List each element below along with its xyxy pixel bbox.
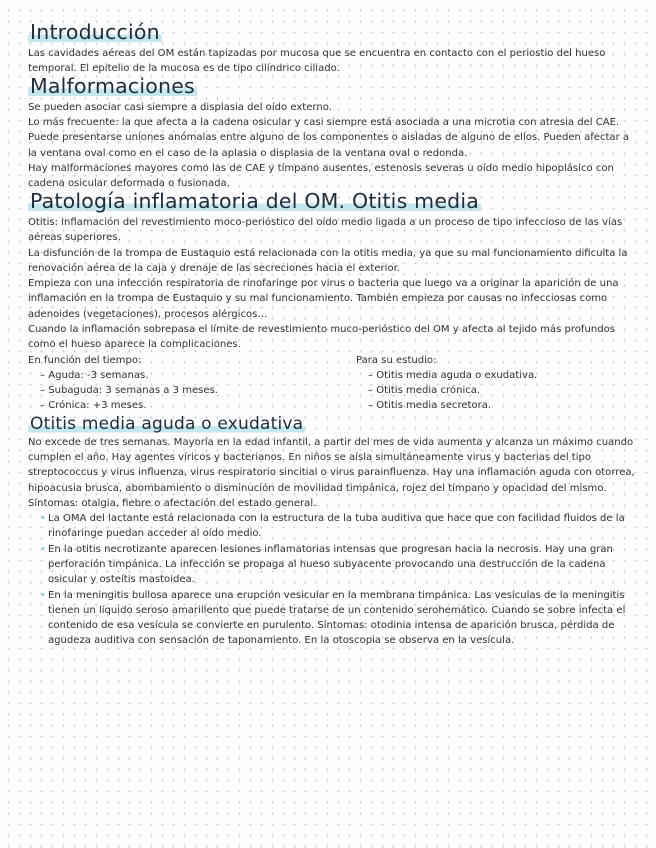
paragraph: No excede de tres semanas. Mayoría en la edad infantil, a partir del mes de vida aumenta y alcanza un máximo cuando cumplen el año. Hay agentes víricos y bacterianos. En niños se aísla simultáneamente virus y bacterias del tipo streptococcus y virus influenza, virus respiratorio sincitial o virus parainfluenza. Hay una inflamación aguda con otorrea, hipoacusia brusca, abombamiento o disminución de movilidad timpánica, rojez del tímpano y opacidad del mismo. Síntomas: otalgia, fiebre o afectación del estado general. (28, 436, 635, 509)
section-introduccion (28, 22, 638, 76)
paragraph: Se pueden asociar casi siempre a displasia del oído externo. (28, 101, 332, 113)
list-item: – Crónica: +3 meses. (40, 398, 356, 413)
section-otitis-aguda (28, 413, 638, 649)
section-malformaciones (28, 76, 638, 191)
estudio-heading: Para su estudio: (356, 354, 437, 366)
heading-patologia: Patología inflamatoria del OM. Otitis media (30, 189, 480, 214)
list-item: – Otitis media crónica. (368, 383, 636, 398)
section-patologia (28, 191, 638, 413)
paragraph: Cuando la inflamación sobrepasa el límite de revestimiento muco-perióstico del OM y afecta al tejido más profundos como el hueso aparece la complicaciones. (28, 324, 615, 351)
list-item: – Subaguda: 3 semanas a 3 meses. (40, 383, 356, 398)
list-item: • En la otitis necrotizante aparecen lesiones inflamatorias intensas que progresan hacia la necrosis. Hay una gran perforación timpánica. La infección se propaga al hueso subyacente provocando una destrucción de la cadena osicular y osteítis mastoidea. (40, 542, 638, 588)
list-item: • En la meningitis bullosa aparece una erupción vesicular en la membrana timpánica. Las vesículas de la meningitis tienen un líquido seroso amarillento que puede tratarse de un contenido serohemático. Cuando se sobre infecta el contenido de esa vesícula se convierte en purulento. Síntomas: otodinia intensa de aparición brusca, pérdida de agudeza auditiva con sensación de taponamiento. En la otoscopia se observa en la vesícula. (40, 588, 638, 649)
heading-otitis-aguda: Otitis media aguda o exudativa (30, 413, 304, 434)
two-column-lists (28, 353, 638, 414)
list-item: – Aguda: -3 semanas. (40, 368, 356, 383)
paragraph: La disfunción de la trompa de Eustaquio está relacionada con la otitis media, ya que su mal funcionamiento dificulta la renovación aérea de la caja y drenaje de las secreciones hacia el exterior. (28, 247, 628, 274)
heading-introduccion: Introducción (30, 20, 160, 44)
list-item: – Otitis media aguda o exudativa. (368, 368, 636, 383)
heading-malformaciones: Malformaciones (30, 74, 195, 99)
list-item: – Otitis media secretora. (368, 398, 636, 413)
paragraph: Otitis: inflamación del revestimiento moco-perióstico del oído medio ligada a un proceso de tipo infeccioso de las vías aéreas superiores. (28, 216, 623, 244)
estudio-list (356, 353, 636, 414)
paragraph: Hay malformaciones mayores como las de CAE y tímpano ausentes, estenosis severas u oído medio hipoplásico con cadena osicular deformada o fusionada. (28, 162, 614, 190)
tiempo-heading: En función del tiempo: (28, 354, 142, 366)
list-item: • La OMA del lactante está relacionada con la estructura de la tuba auditiva que hace que con facilidad fluidos de la rinofaringe puedan acceder al oído medio. (40, 511, 638, 542)
paragraph: Las cavidades aéreas del OM están tapizadas por mucosa que se encuentra en contacto con el periostio del hueso temporal. El epitelio de la mucosa es de tipo cilíndrico ciliado. (28, 47, 606, 74)
paragraph: Lo más frecuente: la que afecta a la cadena osicular y casi siempre está asociada a una microtia con atresia del CAE. Puede presentarse uniones anómalas entre alguno de los componentes o aisladas de alguno de ellos. Pueden afectar a la ventana oval como en el caso de la aplasia o displasia de la ventana oval o redonda. (28, 116, 630, 159)
bullet-list (28, 511, 638, 649)
paragraph: Empieza con una infección respiratoria de rinofaringe por virus o bacteria que luego va a originar la aparición de una inflamación en la trompa de Eustaquio y su mal funcionamiento. También empieza por causas no infecciosas como adenoides (vegetaciones), procesos alérgicos… (28, 278, 619, 320)
tiempo-list (28, 353, 356, 414)
